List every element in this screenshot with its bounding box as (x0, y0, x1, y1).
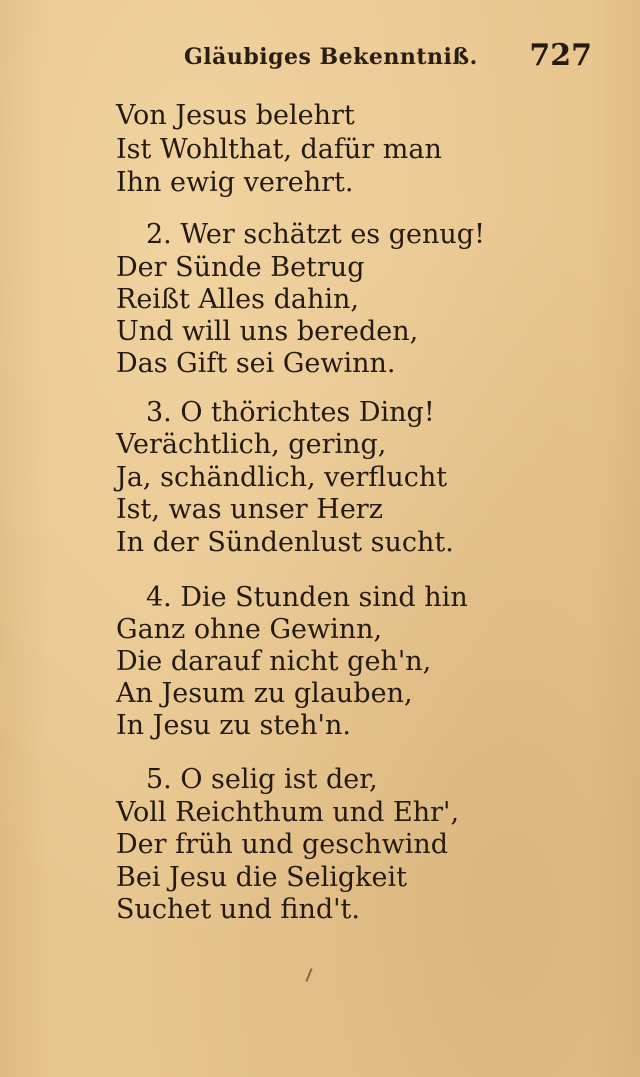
verse-line: Die darauf nicht geh'n, (116, 646, 432, 677)
verse-line: Ihn ewig verehrt. (116, 167, 354, 198)
ink-mark (305, 968, 312, 982)
verse-line: Voll Reichthum und Ehr', (116, 797, 460, 828)
verse-line: Das Gift sei Gewinn. (116, 348, 396, 379)
stanza-first-line: 5. O selig ist der, (146, 764, 378, 795)
verse-line: Bei Jesu die Seligkeit (116, 862, 408, 893)
verse-line: Ja, schändlich, verflucht (116, 462, 448, 493)
verse-line: Ist, was unser Herz (116, 494, 383, 525)
verse-line: Verächtlich, gering, (116, 429, 387, 460)
verse-line: Der früh und geschwind (116, 829, 449, 860)
verse-line: Und will uns bereden, (116, 316, 419, 347)
verse-line: In der Sündenlust sucht. (116, 527, 454, 558)
verse-line: An Jesum zu glauben, (116, 678, 413, 709)
stanza-first-line: 3. O thörichtes Ding! (146, 397, 435, 428)
page-number: 727 (529, 38, 592, 73)
stanza-first-line: 2. Wer schätzt es genug! (146, 219, 485, 250)
verse-line: Der Sünde Betrug (116, 252, 365, 283)
verse-line: Suchet und find't. (116, 894, 360, 925)
stanza-first-line: 4. Die Stunden sind hin (146, 582, 468, 613)
verse-line: Ist Wohlthat, dafür man (116, 134, 442, 165)
verse-line: Von Jesus belehrt (116, 100, 355, 131)
running-title: Gläubiges Bekenntniß. (184, 44, 478, 70)
verse-line: In Jesu zu steh'n. (116, 710, 351, 741)
verse-line: Reißt Alles dahin, (116, 284, 359, 315)
verse-line: Ganz ohne Gewinn, (116, 614, 383, 645)
